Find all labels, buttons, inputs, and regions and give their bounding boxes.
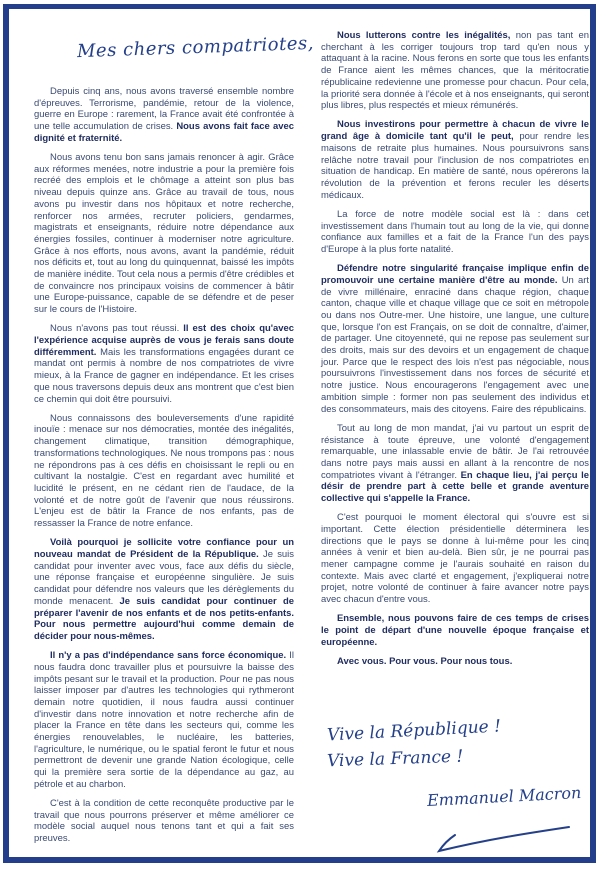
paragraph: Avec vous. Pour vous. Pour nous tous. <box>337 655 513 667</box>
paragraph: Ensemble, nous pouvons faire de ces temps de crises le point de départ d'une nouvelle époque française et européenne. <box>321 613 589 648</box>
handwritten-closing-2: Vive la France ! <box>326 746 464 772</box>
letter-frame <box>3 4 596 863</box>
paragraph: Nous connaissons des bouleversements d'une rapidité inouïe : menace sur nos démocraties, montée des inégalités, changement climatique, transition démographique, transformations technologiques. Ne nous trompons pas : nous ne répondrons pas à ces défis en choisissant le repli ou en cultivant la nostalgie. C'est en regardant avec humilité et lucidité le présent, en ne cédant rien de l'audace, de la volonté et de notre goût de l'avenir que nous réussirons. L'enjeu est de bâtir la France de nos enfants, pas de ressasser la France de notre enfance. <box>34 412 294 530</box>
left-column <box>34 86 294 852</box>
signature-flourish-icon <box>429 809 579 859</box>
handwritten-closing-1: Vive la République ! <box>326 716 502 746</box>
paragraph: Depuis cinq ans, nous avons traversé ensemble nombre d'épreuves. Terrorisme, pandémie, retour de la violence, guerre en Europe : rarement, la France avait été confrontée à une telle accumulation de crises. Nous avons fait face avec dignité et fraternité. <box>34 86 294 144</box>
signature: Emmanuel Macron <box>426 782 582 811</box>
paragraph: Voilà pourquoi je sollicite votre confiance pour un nouveau mandat de Président de la République. Je suis candidat pour inventer avec vous, face aux défis du siècle, une réponse française et européenne singulière. Je suis candidat pour défendre nos valeurs que les dérèglements du monde menacent. Je suis candidat pour continuer de préparer l'avenir de nos enfants et de nos petits-enfants. Pour nous permettre aujourd'hui comme demain de décider pour nous-mêmes. <box>34 537 294 642</box>
paragraph: Défendre notre singularité française implique enfin de promouvoir une certaine manière d'être au monde. Un art de vivre millénaire, enraciné dans chaque région, chaque canton, chaque ville et chaque village que ce soit en métropole ou dans nos Outre-mer. Une histoire, une langue, une culture que, lorsque l'on est Français, on se doit de connaître, d'aimer, de partager. Une citoyenneté, qui ne repose pas seulement sur des droits, mais sur des devoirs et un engagement de chaque jour. Parce que le respect des lois n'est pas négociable, nous poursuivrons l'investissement dans nos forces de sécurité et notre justice. Nous encouragerons l'engagement avec une ambition simple : former non pas seulement des individus et des consommateurs, mais des citoyens. Faire des républicains. <box>321 263 589 415</box>
paragraph: Il n'y a pas d'indépendance sans force économique. Il nous faudra donc travailler plus et poursuivre la baisse des impôts pesant sur le travail et la production. Pour ne pas nous laisser imposer par d'autres les technologies qui rythmeront demain notre quotidien, il nous faudra aussi continuer d'investir dans notre innovation et notre recherche afin de placer la France en tête dans les secteurs qui, comme les énergies renouvelables, le nucléaire, les batteries, l'agriculture, le numérique, ou le spatial feront le futur et nous permettront de devenir une grande Nation écologique, celle qui la première sera sortie de la dépendance au gaz, au pétrole et au charbon. <box>34 650 295 790</box>
paragraph: La force de notre modèle social est là : dans cet investissement dans l'humain tout au long de la vie, qui donne confiance aux familles et a fait de la France l'un des pays d'Europe à la plus forte natalité. <box>321 208 589 255</box>
paragraph: Tout au long de mon mandat, j'ai vu partout un esprit de résistance à toute épreuve, une volonté d'engagement remarquable, une inlassable envie de bâtir. Je l'ai retrouvée dans notre pays mais aussi en allant à la rencontre de nos compatriotes vivant à l'étranger. En chaque lieu, j'ai perçu le désir de prendre part à cette belle et grande aventure collective qui s'appelle la France. <box>321 422 589 505</box>
paragraph: C'est pourquoi le moment électoral qui s'ouvre est si important. Cette élection présidentielle déterminera les directions que le pays se donne à lui-même pour les cinq années à venir et bien au-delà. Bien sûr, je ne pourrai pas mener campagne comme je l'aurais souhaité en raison du contexte. Mais avec clarté et engagement, j'expliquerai notre projet, notre volonté de continuer à faire avancer notre pays avec chacun d'entre vous. <box>321 512 589 606</box>
paragraph: Nous investirons pour permettre à chacun de vivre le grand âge à domicile tant qu'il le peut, pour rendre les maisons de retraite plus humaines. Nous poursuivrons sans relâche notre travail pour l'inclusion de nos compatriotes en situation de handicap. En matière de santé, nous opérerons la révolution de la prévention et ferons reculer les déserts médicaux. <box>321 119 589 201</box>
paragraph: C'est à la condition de cette reconquête productive par le travail que nous pourrons préserver et même améliorer ce modèle social auquel nous tenons tant et qui a fait ses preuves. <box>34 798 294 845</box>
right-column <box>321 30 589 675</box>
paragraph: Nous lutterons contre les inégalités, non pas tant en cherchant à les corriger toujours trop tard qu'en nous y attaquant à la racine. Nous ferons en sorte que tous les enfants de France aient les mêmes chances, que la méritocratie républicaine redevienne une promesse pour chacun. Pour cela, la priorité sera donnée à l'école et à nos enseignants, qui seront plus libres, plus respectés et mieux rémunérés. <box>321 30 589 112</box>
paragraph: Nous avons tenu bon sans jamais renoncer à agir. Grâce aux réformes menées, notre industrie a pour la première fois recréé des emplois et le chômage a atteint son plus bas niveau depuis quinze ans. Grâce au travail de tous, nous avons pu investir dans nos hôpitaux et notre recherche, renforcer nos armées, recruter policiers, gendarmes, magistrats et enseignants, réduire notre dépendance aux énergies fossiles, continuer à moderniser notre agriculture. Grâce à nos efforts, nous avons, avant la pandémie, réduit nos déficits et, tout au long du quinquennat, baissé les impôts de manière inédite. Tout cela nous a permis d'être crédibles et de convaincre nos principaux voisins de commencer à bâtir une Europe-puissance, capable de se défendre et de peser sur le cours de l'Histoire. <box>34 152 294 316</box>
handwritten-salutation: Mes chers compatriotes, <box>76 32 315 63</box>
paragraph: Nous n'avons pas tout réussi. Il est des choix qu'avec l'expérience acquise auprès de vous je ferais sans doute différemment. Mais les transformations engagées durant ce mandat ont permis à nombre de nos compatriotes de vivre mieux, à la France de gagner en indépendance. Et les crises que nous traversons depuis deux ans montrent que c'est bien ce chemin qui doit être poursuivi. <box>34 323 294 405</box>
